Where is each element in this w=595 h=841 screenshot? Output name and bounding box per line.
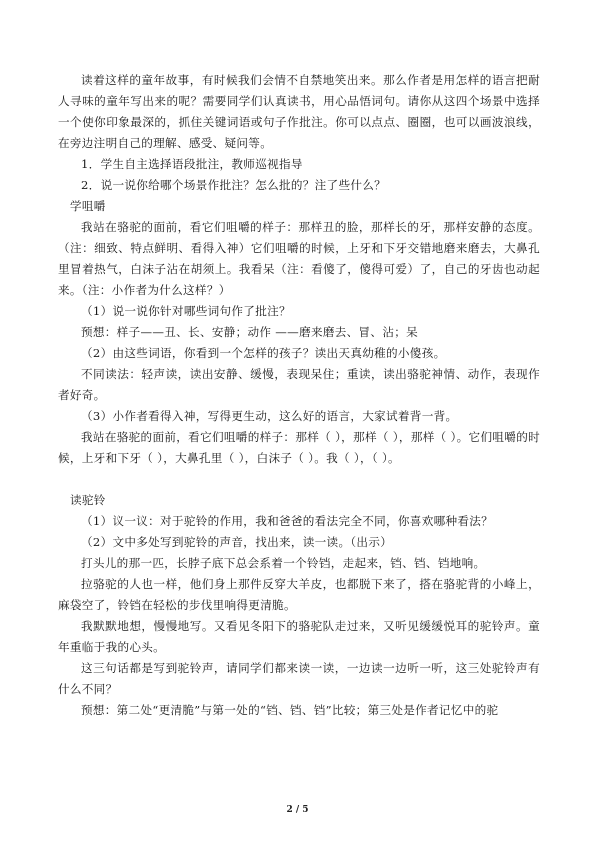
chew-prediction: 预想：样子——丑、长、安静；动作 ——磨来磨去、冒、沾；呆: [81, 325, 419, 339]
bell-question-2: （2）文中多处写到驼铃的声音，找出来，读一读。（出示）: [81, 535, 393, 549]
chew-question-1: （1）说一说你针对哪些词句作了批注？: [81, 304, 291, 318]
section-heading-chew: 学咀嚼: [70, 199, 106, 213]
step-2: 2．说一说你给哪个场景作批注？怎么批的？注了些什么？: [81, 178, 387, 192]
spacer: [58, 469, 540, 490]
section-heading-bell: 读驼铃: [70, 493, 106, 507]
reading-methods: 不同读法：轻声读，读出安静、缓慢，表现呆住；重读，读出骆驼神情、动作，表现作者好奇。: [58, 367, 540, 402]
bell-prediction: 预想：第二处“更清脆”与第一处的“铛、铛、铛”比较；第三处是作者记忆中的驼: [81, 703, 499, 717]
bell-quote-1: 打头儿的那一匹，长脖子底下总会系着一个铃铛，走起来，铛、铛、铛地响。: [81, 556, 486, 570]
bell-quote-2: 拉骆驼的人也一样，他们身上那件反穿大羊皮，也都脱下来了，搭在骆驼背的小峰上，麻袋空了，铃铛在轻松的步伐里响得更清脆。: [58, 577, 540, 612]
chew-question-2: （2）由这些词语，你看到一个怎样的孩子？读出天真幼稚的小傻孩。: [81, 346, 446, 360]
page-body: [58, 70, 540, 721]
bell-quote-3: 我默默地想，慢慢地写。又看见冬阳下的骆驼队走过来，又听见缓缓悦耳的驼铃声。童年重临于我的心头。: [58, 619, 540, 654]
page-number: 2 / 5: [286, 805, 309, 815]
bell-question-1: （1）议一议：对于驼铃的作用，我和爸爸的看法完全不同，你喜欢哪种看法？: [81, 514, 494, 528]
chew-question-3: （3）小作者看得入神，写得更生动，这么好的语言，大家试着背一背。: [81, 409, 458, 423]
step-1: 1．学生自主选择语段批注，教师巡视指导: [81, 157, 303, 171]
chew-passage: 我站在骆驼的面前，看它们咀嚼的样子：那样丑的脸，那样长的牙，那样安静的态度。（注：细致、特点鲜明、看得入神）它们咀嚼的时候，上牙和下牙交错地磨来磨去，大鼻孔里冒着热气，白沫子沾在胡须上。我看呆（注：看傻了，傻得可爱）了，自己的牙齿也动起来。（注：小作者为什么这样？）: [58, 220, 540, 297]
fill-in-blank-passage: 我站在骆驼的面前，看它们咀嚼的样子：那样（ ），那样（ ），那样（ ）。它们咀嚼的时候，上牙和下牙（ ），大鼻孔里（ ），白沫子（ ）。我（ ），（ ）。: [58, 430, 540, 465]
intro-paragraph: 读着这样的童年故事，有时候我们会情不自禁地笑出来。那么作者是用怎样的语言把耐人寻味的童年写出来的呢？需要同学们认真读书，用心品悟词句。请你从这四个场景中选择一个使你印象最深的，抓住关键词语或句子作批注。你可以点点、圈圈，也可以画波浪线，在旁边注明自己的理解、感受、疑问等。: [58, 73, 540, 150]
bell-question-3: 这三句话都是写到驼铃声，请同学们都来读一读，一边读一边听一听，这三处驼铃声有什么不同？: [58, 661, 540, 696]
